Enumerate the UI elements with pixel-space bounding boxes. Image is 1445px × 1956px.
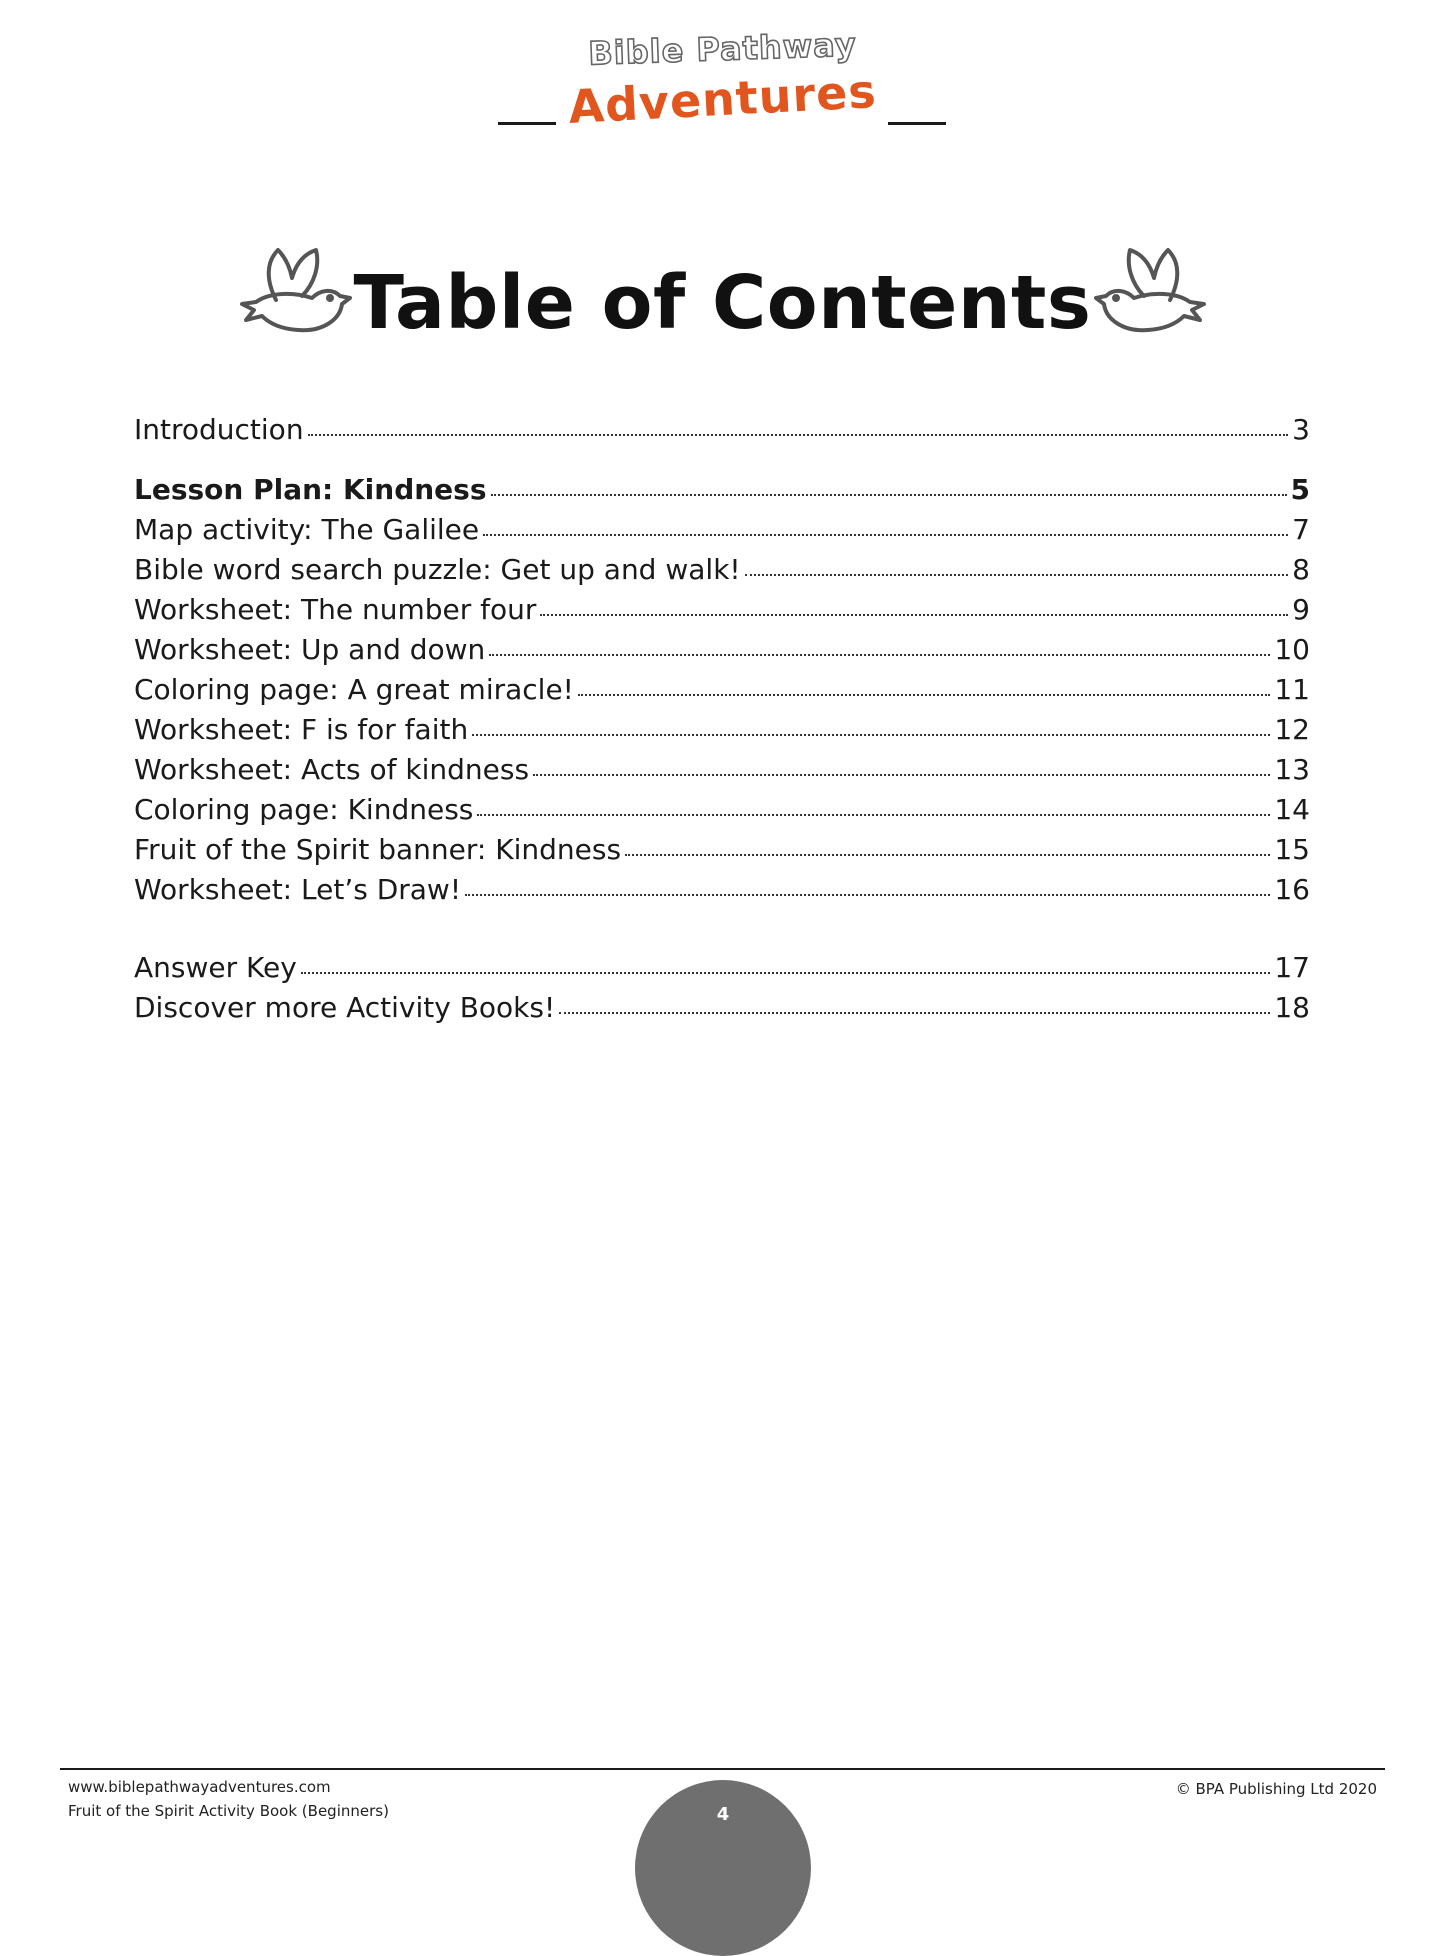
toc-entry	[134, 470, 1310, 510]
toc-dot-leader	[308, 434, 1289, 436]
toc-dot-leader	[578, 694, 1270, 696]
toc-dot-leader	[559, 1012, 1270, 1014]
toc-entry-label: Coloring page: A great miracle!	[134, 673, 574, 706]
toc-dot-leader	[533, 774, 1270, 776]
toc-dot-leader	[540, 614, 1288, 616]
toc-entry-page: 7	[1292, 513, 1310, 546]
toc-entry-page: 8	[1292, 553, 1310, 586]
toc-entry	[134, 410, 1310, 450]
toc-entry-page: 11	[1274, 673, 1310, 706]
toc-entry-page: 16	[1274, 873, 1310, 906]
toc-entry	[134, 750, 1310, 790]
toc-entry	[134, 630, 1310, 670]
toc-dot-leader	[477, 814, 1270, 816]
footer-rule	[60, 1768, 1385, 1770]
toc-entry-label: Worksheet: Up and down	[134, 633, 486, 666]
toc-entry	[134, 790, 1310, 830]
toc-entry	[134, 830, 1310, 870]
toc-entry	[134, 710, 1310, 750]
toc-dot-leader	[491, 494, 1287, 496]
toc-entry	[134, 670, 1310, 710]
toc-entry-label: Lesson Plan: Kindness	[134, 473, 487, 506]
logo-rule-right	[888, 122, 946, 125]
toc-entry-page: 17	[1274, 951, 1310, 984]
toc-entry	[134, 510, 1310, 550]
toc-entry-label: Map activity: The Galilee	[134, 513, 480, 546]
toc-entry-label: Coloring page: Kindness	[134, 793, 474, 826]
toc-entry-page: 13	[1274, 753, 1310, 786]
dove-icon-right	[1090, 240, 1210, 350]
toc-entry	[134, 550, 1310, 590]
toc-entry	[134, 870, 1310, 910]
toc-entry-label: Discover more Activity Books!	[134, 991, 556, 1024]
toc-entry-label: Worksheet: F is for faith	[134, 713, 469, 746]
title-row	[0, 240, 1445, 360]
toc-dot-leader	[472, 734, 1270, 736]
toc-entry-page: 3	[1292, 413, 1310, 446]
toc-entry-label: Bible word search puzzle: Get up and walk!	[134, 553, 741, 586]
footer-copyright: © BPA Publishing Ltd 2020	[1175, 1780, 1377, 1798]
toc-list	[134, 410, 1310, 1028]
toc-entry-label: Worksheet: Acts of kindness	[134, 753, 530, 786]
footer-book-title: Fruit of the Spirit Activity Book (Beginners)	[68, 1802, 389, 1820]
toc-entry-page: 10	[1274, 633, 1310, 666]
toc-entry-page: 15	[1274, 833, 1310, 866]
toc-entry	[134, 590, 1310, 630]
toc-entry-label: Worksheet: The number four	[134, 593, 537, 626]
toc-entry-label: Answer Key	[134, 951, 297, 984]
logo-main-text: Adventures	[567, 63, 878, 135]
toc-entry-label: Worksheet: Let’s Draw!	[134, 873, 462, 906]
toc-dot-leader	[301, 972, 1271, 974]
toc-entry-page: 12	[1274, 713, 1310, 746]
toc-entry-page: 5	[1290, 473, 1310, 506]
toc-dot-leader	[489, 654, 1270, 656]
toc-entry	[134, 948, 1310, 988]
page-number: 4	[716, 1804, 730, 1825]
toc-entry-page: 14	[1274, 793, 1310, 826]
toc-dot-leader	[465, 894, 1270, 896]
toc-entry-label: Introduction	[134, 413, 304, 446]
toc-dot-leader	[625, 854, 1270, 856]
toc-entry	[134, 988, 1310, 1028]
footer-website[interactable]: www.biblepathwayadventures.com	[68, 1778, 331, 1796]
toc-entry-page: 9	[1292, 593, 1310, 626]
toc-entry-label: Fruit of the Spirit banner: Kindness	[134, 833, 622, 866]
logo-top-text: Bible Pathway	[587, 25, 858, 73]
toc-dot-leader	[483, 534, 1288, 536]
toc-entry-page: 18	[1274, 991, 1310, 1024]
toc-dot-leader	[745, 574, 1289, 576]
page-title: Table of Contents	[353, 260, 1092, 346]
